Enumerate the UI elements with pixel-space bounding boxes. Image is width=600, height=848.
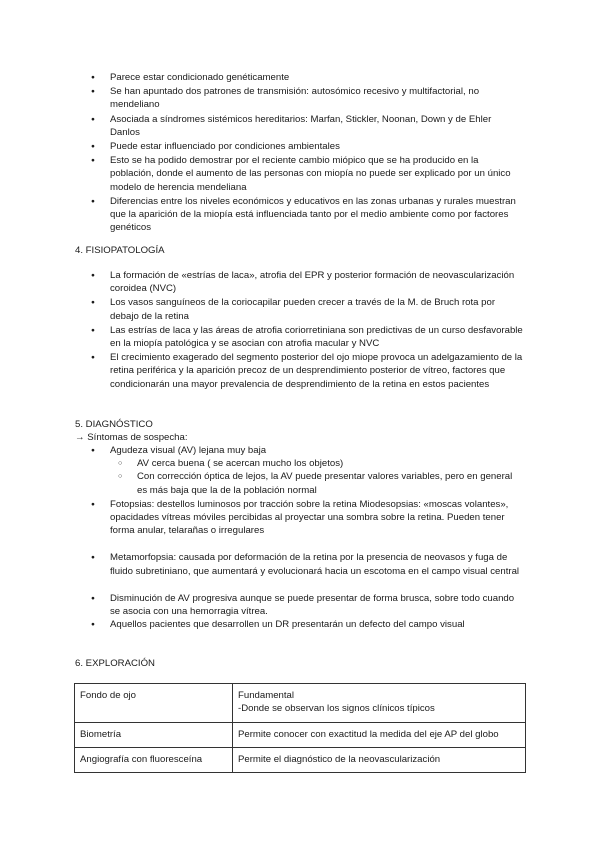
list-item: ● Asociada a síndromes sistémicos hereditarios: Marfan, Stickler, Noonan, Down y de Ehler Danlos bbox=[83, 113, 523, 139]
cell-line: Fundamental bbox=[238, 690, 294, 701]
sub-list-item: ○ AV cerca buena ( se acercan mucho los objetos) bbox=[110, 457, 523, 470]
agudeza-label: Agudeza visual (AV) lejana muy baja bbox=[110, 445, 267, 456]
table-row bbox=[75, 748, 526, 773]
agudeza-sublist bbox=[83, 457, 523, 497]
symptoms-intro: → Síntomas de sospecha: bbox=[75, 432, 188, 443]
table-row bbox=[75, 723, 526, 748]
list-item: ● El crecimiento exagerado del segmento posterior del ojo miope provoca un adelgazamiento de la retina periférica y la aparición precoz de un desprendimiento posterior de vítreo, factores que condicionarán una mayor prevalencia de desprendimiento de la retina en estos pacientes bbox=[83, 351, 523, 391]
list-item: ● Las estrías de laca y las áreas de atrofia coriorretiniana son predictivas de un curso desfavorable en la miopía patológica y se asocian con atrofia macular y NVC bbox=[83, 324, 523, 350]
table-cell-name: Fondo de ojo bbox=[75, 684, 233, 723]
exploration-table bbox=[74, 683, 526, 773]
list-item: ● Disminución de AV progresiva aunque se puede presentar de forma brusca, sobre todo cuando se asocia con una hemorragia vítrea. bbox=[83, 592, 523, 618]
table-row bbox=[75, 684, 526, 723]
genetics-list bbox=[83, 71, 523, 234]
list-item: ● Fotopsias: destellos luminosos por tracción sobre la retina Miodesopsias: «moscas volantes», opacidades vítreas móviles percibidas al proyectar una sombra sobre la retina. Pueden tener forma anular, telarañas o irregulares bbox=[83, 498, 523, 538]
sub-list-item: ○ Con corrección óptica de lejos, la AV puede presentar valores variables, pero en general es más baja que la de la población normal bbox=[110, 470, 523, 496]
table-cell-name: Angiografía con fluoresceína bbox=[75, 748, 233, 773]
fisiopatologia-list bbox=[83, 269, 523, 391]
list-item: ● Los vasos sanguíneos de la coriocapilar pueden crecer a través de la M. de Bruch rota por debajo de la retina bbox=[83, 296, 523, 322]
cell-line: -Donde se observan los signos clínicos típicos bbox=[238, 703, 435, 714]
spacer bbox=[83, 578, 523, 591]
table-cell-desc: Permite el diagnóstico de la neovascularización bbox=[233, 748, 526, 773]
spacer bbox=[83, 537, 523, 550]
list-item: ● Puede estar influenciado por condiciones ambientales bbox=[83, 140, 523, 153]
list-item: ● Parece estar condicionado genéticamente bbox=[83, 71, 523, 84]
table-cell-desc: Permite conocer con exactitud la medida del eje AP del globo bbox=[233, 723, 526, 748]
list-item: ● Diferencias entre los niveles económicos y educativos en las zonas urbanas y rurales muestran que la aparición de la miopía está influenciada tanto por el medio ambiente como por factores genéticos bbox=[83, 195, 523, 235]
list-item: ● Se han apuntado dos patrones de transmisión: autosómico recesivo y multifactorial, no mendeliano bbox=[83, 85, 523, 111]
list-item: ● Aquellos pacientes que desarrollen un DR presentarán un defecto del campo visual bbox=[83, 618, 523, 631]
section-heading-fisiopatologia: 4. FISIOPATOLOGÍA bbox=[75, 245, 165, 256]
section-heading-diagnostico: 5. DIAGNÓSTICO bbox=[75, 419, 153, 430]
section-heading-exploracion: 6. EXPLORACIÓN bbox=[75, 658, 155, 669]
diagnostico-list bbox=[83, 444, 523, 631]
list-item: ● Metamorfopsia: causada por deformación de la retina por la presencia de neovasos y fuga de fluido subretiniano, que aumentará y evolucionará hacia un escotoma en el campo visual central bbox=[83, 551, 523, 577]
list-item: ● Esto se ha podido demostrar por el reciente cambio miópico que se ha producido en la población, donde el aumento de las personas con miopía no puede ser explicado por un único modelo de herencia mendeliana bbox=[83, 154, 523, 194]
table-cell-desc bbox=[233, 684, 526, 723]
list-item: ● La formación de «estrías de laca», atrofia del EPR y posterior formación de neovascularización coroidea (NVC) bbox=[83, 269, 523, 295]
table-cell-name: Biometría bbox=[75, 723, 233, 748]
list-item bbox=[83, 444, 523, 497]
